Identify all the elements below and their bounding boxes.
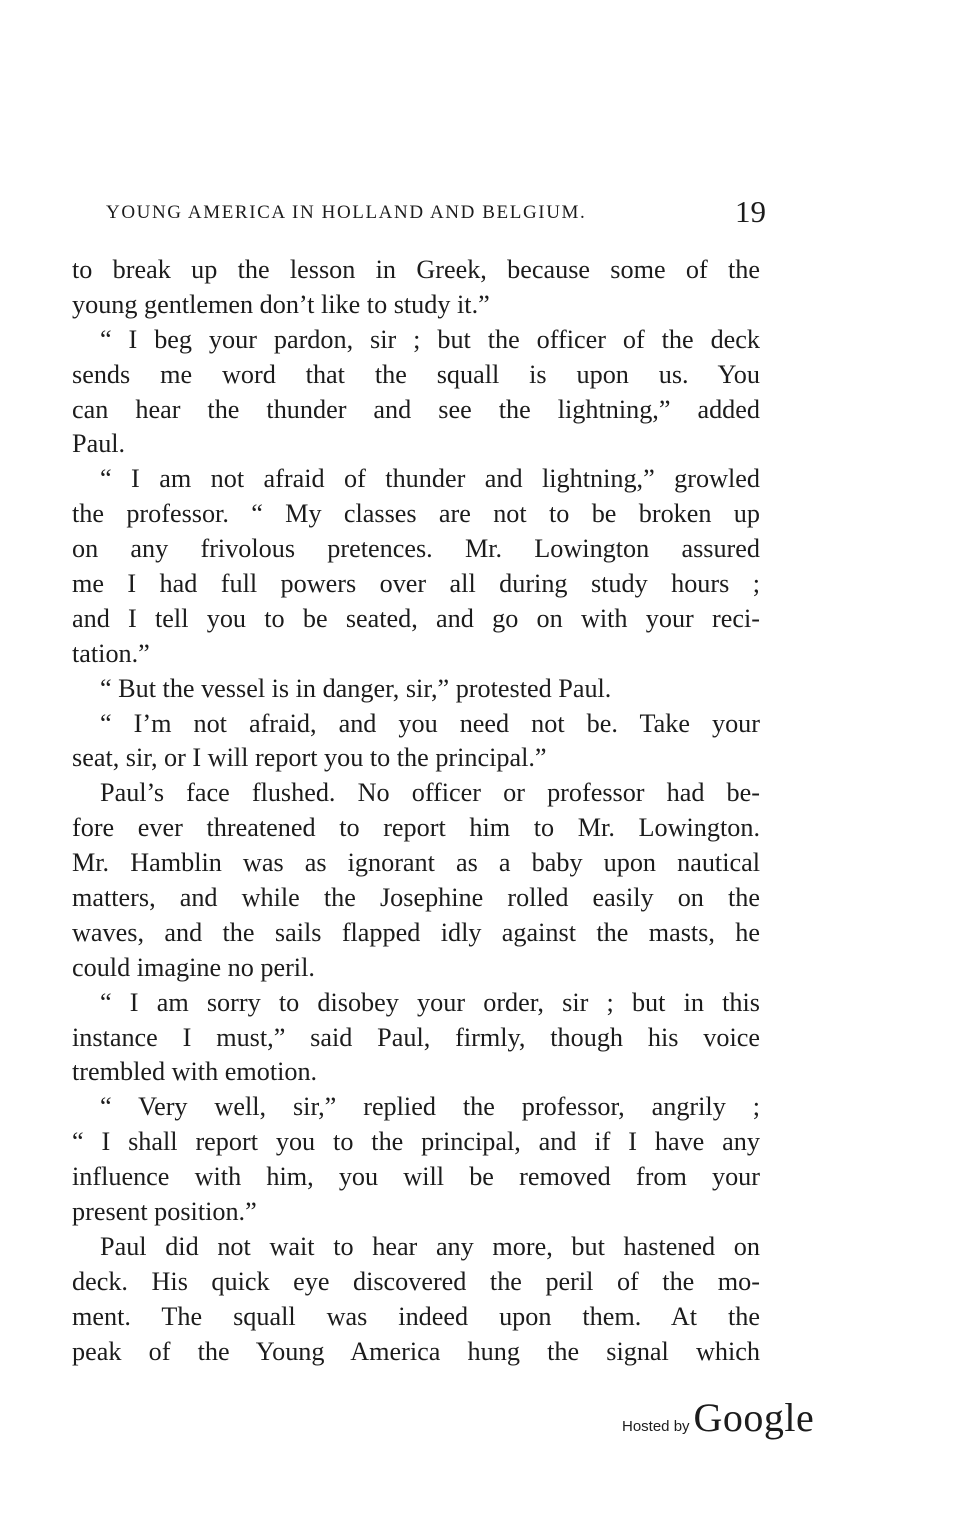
text-line: influence with him, you will be removed from your [72,1162,760,1192]
text-line: instance I must,” said Paul, firmly, though his voice [72,1022,760,1052]
text-line: young gentlemen don’t like to study it.” [72,289,490,319]
text-line: matters, and while the Josephine rolled easily on the [72,883,760,913]
text-line: peak of the Young America hung the signal which [72,1336,760,1366]
text-line: deck. His quick eye discovered the peril of the mo- [72,1266,760,1296]
text-line: trembled with emotion. [72,1057,318,1087]
hosted-by-label: Hosted by [622,1418,690,1435]
text-line: “ I beg your pardon, sir ; but the officer of the deck [100,324,760,354]
text-line: Paul did not wait to hear any more, but hastened on [100,1231,760,1261]
text-line: fore ever threatened to report him to Mr. Lowington. [72,813,760,843]
text-line: “ Very well, sir,” replied the professor, angrily ; [100,1092,760,1122]
body-text [72,253,760,1370]
running-header [106,194,766,229]
text-line: the professor. “ My classes are not to be broken up [72,499,760,529]
text-line: tation.” [72,638,150,668]
text-line: “ I am not afraid of thunder and lightning,” growled [100,464,760,494]
text-line: seat, sir, or I will report you to the principal.” [72,743,547,773]
hosted-by-google-watermark [622,1394,814,1446]
text-line: could imagine no peril. [72,952,315,982]
text-line: can hear the thunder and see the lightning,” added [72,394,760,424]
text-line: and I tell you to be seated, and go on with your reci- [72,603,760,633]
text-line: to break up the lesson in Greek, because some of the [72,255,760,284]
text-line: on any frivolous pretences. Mr. Lowington assured [72,534,760,564]
text-line: “ I shall report you to the principal, and if I have any [72,1127,760,1157]
text-line: “ I’m not afraid, and you need not be. Take your [100,708,760,738]
running-title: YOUNG AMERICA IN HOLLAND AND BELGIUM. [106,202,587,223]
text-line: sends me word that the squall is upon us. You [72,359,760,389]
text-line: waves, and the sails flapped idly against the masts, he [72,917,760,947]
text-line: present position.” [72,1197,257,1227]
text-line: “ But the vessel is in danger, sir,” protested Paul. [100,673,612,703]
text-line: me I had full powers over all during study hours ; [72,569,760,599]
text-line: “ I am sorry to disobey your order, sir ; but in this [100,987,760,1017]
text-line: Paul’s face flushed. No officer or professor had be- [100,778,760,808]
page-number: 19 [735,194,766,229]
text-line: Paul. [72,429,126,459]
text-line: Mr. Hamblin was as ignorant as a baby upon nautical [72,848,760,878]
text-line: ment. The squall was indeed upon them. At the [72,1301,760,1331]
google-logo: Google [693,1395,815,1440]
